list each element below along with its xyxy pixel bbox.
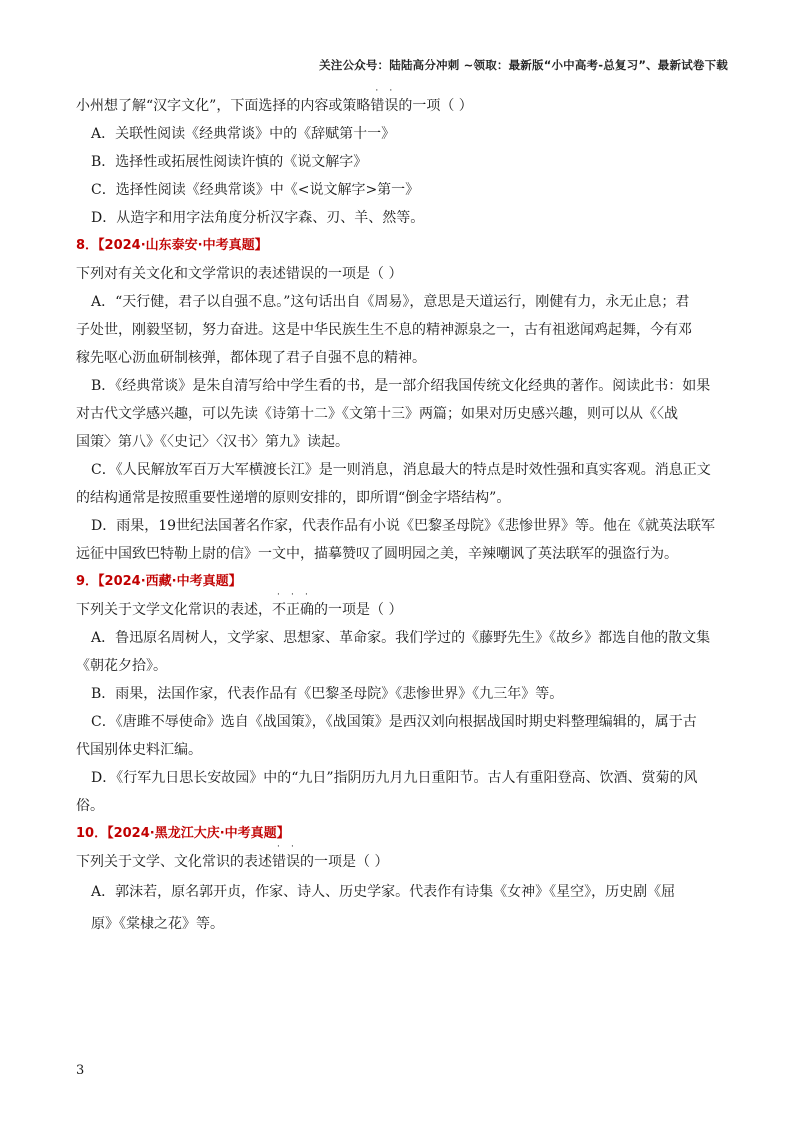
q9-option-c-cont: 代国别体史料汇编。 bbox=[76, 742, 202, 758]
q8-option-c-cont: 的结构通常是按照重要性递增的原则安排的，即所谓“倒金字塔结构”。 bbox=[76, 490, 511, 506]
q8-option-b-cont: 国策〉第八》《〈史记〉〈汉书〉第九》读起。 bbox=[76, 434, 349, 450]
q10-option-a: A．郭沫若，原名郭开贞，作家、诗人、历史学家。代表作有诗集《女神》《星空》，历史剧《屈 bbox=[91, 884, 676, 900]
q8-option-a-cont: 稼先呕心沥血研制核弹，都体现了君子自强不息的精神。 bbox=[76, 350, 426, 366]
emphasis-dot: · bbox=[277, 590, 280, 600]
q10-stem-text: 下列关于文学、文化常识的表述 bbox=[76, 854, 272, 870]
q9-option-a: A．鲁迅原名周树人，文学家、思想家、革命家。我们学过的《藤野先生》《故乡》都选自他的散文集 bbox=[91, 630, 711, 646]
q9-stem-end: 的一项是（ ） bbox=[314, 602, 403, 618]
q8-stem: 下列对有关文化和文学常识的表述错误的一项是（ ） bbox=[76, 266, 403, 282]
emphasis-dot: · bbox=[291, 590, 294, 600]
q10-emphasis-text: 错误 bbox=[272, 854, 300, 870]
document-body bbox=[76, 86, 732, 940]
q7-stem bbox=[76, 86, 732, 120]
q9-stem-text: 下列关于文学文化常识的表述， bbox=[76, 602, 272, 618]
q9-stem bbox=[76, 590, 732, 624]
emphasis-dot: · bbox=[305, 590, 308, 600]
q7-option-b: B．选择性或拓展性阅读许慎的《说文解字》 bbox=[91, 154, 368, 170]
q7-emphasis bbox=[370, 86, 399, 120]
q9-option-d-cont: 俗。 bbox=[76, 798, 104, 814]
q9-option-d: D．《行军九日思长安故园》中的“九日”指阴历九月九日重阳节。古人有重阳登高、饮酒、赏菊的风 bbox=[91, 770, 698, 786]
q9-number: 9． bbox=[76, 574, 99, 589]
q8-option-d-cont: 远征中国致巴特勒上尉的信》一文中，描摹赞叹了圆明园之美，辛辣嘲讽了英法联军的强盗行为。 bbox=[76, 546, 678, 562]
q9-option-a-cont: 《朝花夕拾》。 bbox=[76, 658, 167, 674]
q9-emphasis-text: 不正确 bbox=[272, 602, 314, 618]
q8-option-a-cont: 子处世，刚毅坚韧，努力奋进。这是中华民族生生不息的精神源泉之一，古有祖逖闻鸡起舞，今有邓 bbox=[76, 322, 692, 338]
q8-option-b-cont: 对古代文学感兴趣，可以先读《诗第十二》《文第十三》两篇；如果对历史感兴趣，则可以从《〈战 bbox=[76, 406, 678, 422]
q10-source: 【2024·黑龙江大庆·中考真题】 bbox=[107, 826, 290, 841]
q8-heading bbox=[76, 232, 732, 260]
q10-number: 10． bbox=[76, 826, 108, 841]
q8-number: 8． bbox=[76, 238, 99, 253]
q10-heading bbox=[76, 820, 732, 848]
page-number: 3 bbox=[76, 1063, 85, 1078]
q7-stem-text: 小州想了解“汉字文化”，下面选择的内容或策略 bbox=[76, 98, 371, 114]
q7-stem-end: 的一项（ ） bbox=[398, 98, 473, 114]
q10-option-a-cont: 原》《棠棣之花》等。 bbox=[91, 916, 224, 932]
q10-stem-end: 的一项是（ ） bbox=[300, 854, 389, 870]
q7-emphasis-text: 错误 bbox=[370, 98, 399, 114]
q9-option-c: C．《唐雎不辱使命》选自《战国策》，《战国策》是西汉刘向根据战国时期史料整理编辑的，属于古 bbox=[91, 714, 697, 730]
q8-source: 【2024·山东泰安·中考真题】 bbox=[98, 238, 268, 253]
q10-emphasis bbox=[272, 842, 300, 876]
q7-option-d: D．从造字和用字法角度分析汉字森、刃、羊、然等。 bbox=[91, 210, 425, 226]
q8-option-b: B．《经典常谈》是朱自清写给中学生看的书，是一部介绍我国传统文化经典的著作。阅读此书：如果 bbox=[91, 378, 711, 394]
emphasis-dot: · bbox=[389, 86, 393, 96]
q8-option-a: A．“天行健，君子以自强不息。”这句话出自《周易》，意思是天道运行，刚健有力，永无止息；君 bbox=[91, 294, 690, 310]
q9-option-b: B．雨果，法国作家，代表作品有《巴黎圣母院》《悲惨世界》《九三年》等。 bbox=[91, 686, 564, 702]
q10-stem bbox=[76, 842, 732, 876]
emphasis-dot: · bbox=[375, 86, 379, 96]
q9-emphasis bbox=[272, 590, 314, 624]
page-header: 关注公众号：陆陆高分冲刺 ~领取：最新版“小中高考-总复习”、最新试卷下载 bbox=[319, 58, 728, 72]
emphasis-dot: · bbox=[291, 842, 294, 852]
q7-option-c: C．选择性阅读《经典常谈》中《<说文解字>第一》 bbox=[91, 182, 420, 198]
q9-heading bbox=[76, 568, 732, 596]
q9-source: 【2024·西藏·中考真题】 bbox=[98, 574, 242, 589]
q7-option-a: A．关联性阅读《经典常谈》中的《辞赋第十一》 bbox=[91, 126, 396, 142]
emphasis-dot: · bbox=[277, 842, 280, 852]
q8-option-c: C．《人民解放军百万大军横渡长江》是一则消息，消息最大的特点是时效性强和真实客观。消息正文 bbox=[91, 462, 711, 478]
q8-option-d: D．雨果，19世纪法国著名作家，代表作品有小说《巴黎圣母院》《悲惨世界》等。他在《就英法联军 bbox=[91, 518, 716, 534]
